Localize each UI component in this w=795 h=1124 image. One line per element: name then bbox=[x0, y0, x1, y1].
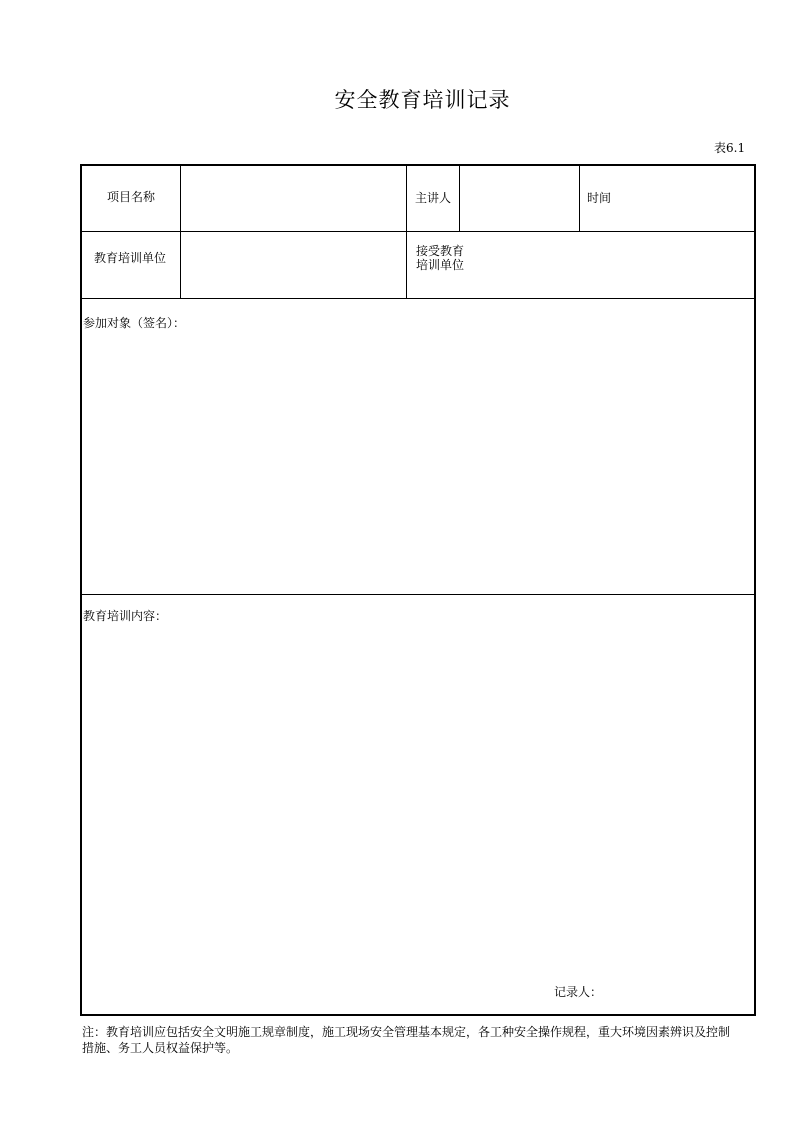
receiving-unit-label-line1: 接受教育 bbox=[416, 244, 465, 258]
participants-signature-area[interactable] bbox=[82, 335, 752, 591]
participants-label: 参加对象（签名）： bbox=[83, 316, 186, 330]
row-divider-2 bbox=[81, 298, 755, 299]
footnote bbox=[82, 1024, 760, 1056]
training-unit-field[interactable] bbox=[182, 233, 404, 297]
footnote-line-1: 注：教育培训应包括安全文明施工规章制度，施工现场安全管理基本规定，各工种安全操作规程，重大环境因素辨识及控制 bbox=[82, 1025, 731, 1039]
lecturer-label: 主讲人 bbox=[415, 191, 452, 205]
time-label: 时间 bbox=[587, 191, 612, 205]
row-divider-3 bbox=[81, 594, 755, 595]
recorder-label: 记录人： bbox=[554, 985, 603, 999]
content-area[interactable] bbox=[82, 628, 752, 973]
page-title: 安全教育培训记录 bbox=[334, 88, 511, 112]
col-divider-label bbox=[180, 165, 181, 298]
col-divider-time bbox=[579, 165, 580, 231]
form-number: 表6.1 bbox=[714, 141, 746, 155]
time-field[interactable] bbox=[622, 166, 752, 230]
footnote-line-2: 措施、务工人员权益保护等。 bbox=[82, 1041, 239, 1055]
receiving-unit-field[interactable] bbox=[470, 233, 752, 297]
lecturer-field[interactable] bbox=[461, 166, 577, 230]
row-divider-1 bbox=[81, 231, 755, 232]
project-name-field[interactable] bbox=[182, 166, 404, 230]
col-divider-mid bbox=[406, 165, 407, 298]
content-label: 教育培训内容： bbox=[83, 609, 168, 623]
receiving-unit-label-line2: 培训单位 bbox=[416, 258, 465, 272]
recorder-field[interactable] bbox=[602, 980, 750, 1006]
project-name-label: 项目名称 bbox=[107, 190, 156, 204]
col-divider-lecturer bbox=[459, 165, 460, 231]
training-unit-label: 教育培训单位 bbox=[94, 251, 167, 265]
